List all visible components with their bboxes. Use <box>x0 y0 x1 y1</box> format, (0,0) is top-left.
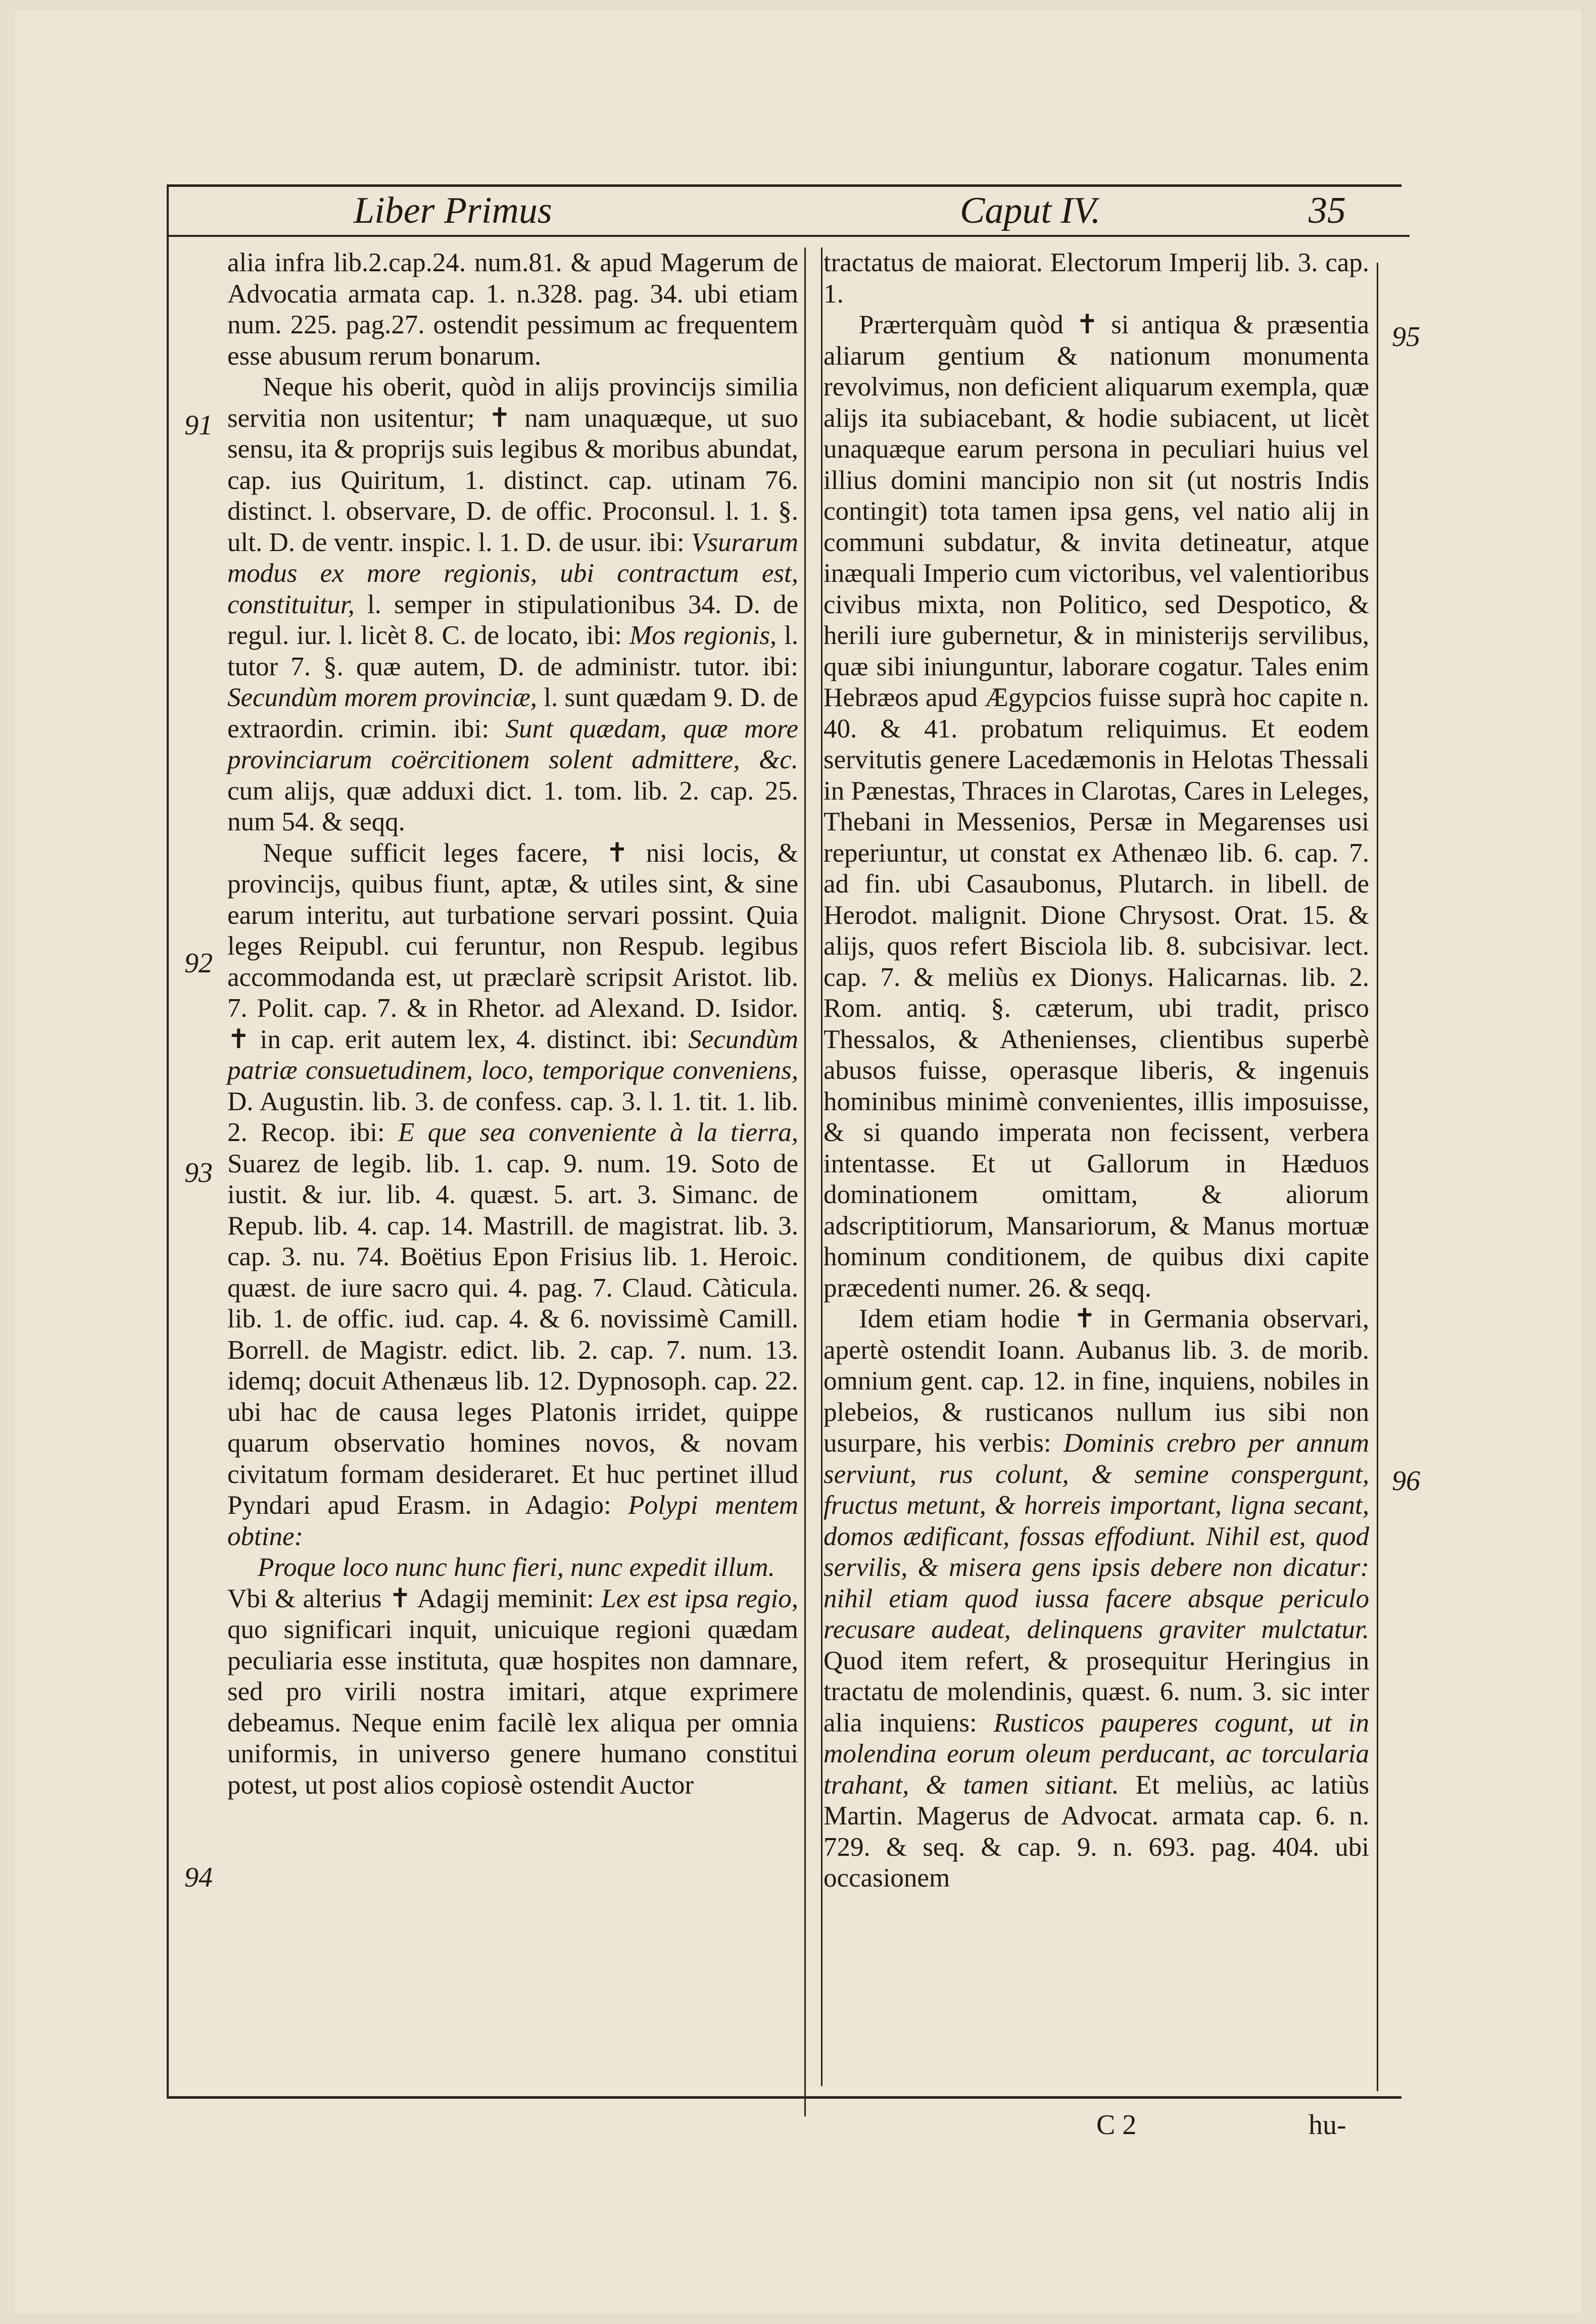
text-run: Neque sufficit leges facere, ✝ nisi locis, & provincijs, quibus fiunt, aptæ, & utiles sint, & sine earum interitu, aut turbatione servari possint. Quia leges Reipubl. cui feruntur, non Respub. legibus accommodanda est, ut præclarè scripsit Aristot. lib. 7. Polit. cap. 7. & in Rhetor. ad Alexand. D. Isidor. ✝ in cap. erit autem lex, 4. distinct. ibi: <box>227 838 798 1054</box>
text-run: Idem etiam hodie ✝ in Germania observari, apertè ostendit Ioann. Aubanus lib. 3. de morib. omnium gent. cap. 12. in fine, inquiens, nobiles in plebeios, & rusticanos nullum ius sibi non usurpare, his verbis: <box>824 1304 1369 1458</box>
page-number: 35 <box>1309 190 1346 231</box>
italic-citation: Secundùm morem provinciæ, <box>227 683 537 712</box>
margin-number-92: 92 <box>184 948 213 979</box>
text-run: Quod item refert, & prosequitur Heringius in tractatu de molendinis, quæst. 6. num. 3. sic inter alia inquiens: <box>824 1646 1369 1738</box>
italic-citation: Dominis crebro per annum serviunt, rus colunt, & semine conspergunt, fructus metunt, & horreis important, ligna secant, domos ædificant, fossas effodiunt. Nihil est, quod servilis, & misera gens ipsis debere non dicatur: nihil etiam quod iussa facere absque periculo recusare audeat, delinquens graviter mulctatur. <box>824 1428 1369 1644</box>
margin-number-96: 96 <box>1392 1465 1420 1497</box>
italic-citation: E que sea conveniente à la tierra, <box>398 1118 799 1147</box>
italic-citation: Lex est ipsa regio, <box>601 1584 798 1613</box>
running-header <box>167 189 1410 237</box>
italic-citation: Sunt quædam, quæ more provinciarum coërcitionem solent admittere, &c. <box>227 714 798 774</box>
left-paragraph-4 <box>227 1584 798 1801</box>
left-paragraph-1: alia infra lib.2.cap.24. num.81. & apud Magerum de Advocatia armata cap. 1. n.328. pag. 34. ubi etiam num. 225. pag.27. ostendit pessimum ac frequentem esse abusum rerum bonarum. <box>227 248 798 371</box>
text-run: Suarez de legib. lib. 1. cap. 9. num. 19. Soto de iustit. & iur. lib. 4. quæst. 5. art. 3. Simanc. de Repub. lib. 4. cap. 14. Mastrill. de magistrat. lib. 3. cap. 3. nu. 74. Boëtius Epon Frisius lib. 1. Heroic. quæst. de iure sacro qui. 4. pag. 7. Claud. Càticula. lib. 1. de offic. iud. cap. 4. & 6. novissimè Camill. Borrell. de Magistr. edict. lib. 2. cap. 7. num. 13. idemq; docuit Athenæus lib. 12. Dypnosoph. cap. 22. ubi hac de causa leges Platonis irridet, quippe quarum observatio homines novos, & novam civitatum formam desideraret. Et huc pertinet illud Pyndari apud Erasm. in Adagio: <box>227 1149 798 1520</box>
italic-citation: Rusticos pauperes cogunt, ut in molendina eorum oleum perducant, ac torcularia trahant, & tamen sitiant. <box>824 1708 1369 1800</box>
running-title-left: Liber Primus <box>354 190 552 231</box>
right-column <box>824 248 1369 2116</box>
left-paragraph-3 <box>227 838 798 1553</box>
right-paragraph-3 <box>824 1304 1369 1894</box>
text-run: Et meliùs, ac latiùs Martin. Magerus de Advocat. armata cap. 6. n. 729. & seq. & cap. 9. n. 693. pag. 404. ubi occasionem <box>824 1770 1370 1893</box>
margin-number-95: 95 <box>1392 321 1420 353</box>
running-title-chapter: Caput IV. <box>960 190 1101 231</box>
page <box>15 10 1581 2313</box>
left-paragraph-2 <box>227 372 798 838</box>
italic-citation: Polypi mentem obtine: <box>227 1491 799 1551</box>
margin-number-94: 94 <box>184 1862 213 1893</box>
margin-number-91: 91 <box>184 410 213 441</box>
right-paragraph-2: Prærterquàm quòd ✝ si antiqua & præsentia aliarum gentium & nationum monumenta revolvimus, non deficient aliquarum exempla, quæ alijs ita subiacebant, & hodie subiacent, ut licèt unaquæque earum persona in peculiari huius vel illius domini mancipio non sit (ut nostris Indis contingit) tota tamen ipsa gens, vel natio alij in communi subdatur, & invita detineatur, atque inæquali Imperio cum victoribus, vel valentioribus civibus mixta, non Politico, sed Despotico, & herili iure gubernetur, & in ministerijs servilibus, quæ sibi iniunguntur, laborare cogatur. Tales enim Hebræos apud Ægypcios fuisse suprà hoc capite n. 40. & 41. probatum reliquimus. Et eodem servitutis genere Lacedæmonis in Helotas Thessali in Pænestas, Thraces in Clarotas, Cares in Leleges, Thebani in Messenios, Persæ in Megarenses usi reperiuntur, ut constat ex Athenæo lib. 6. cap. 7. ad fin. ubi Casaubonus, Plutarch. in libell. de Herodot. malignit. Dione Chrysost. Orat. 15. & alijs, quos refert Bisciola lib. 8. subcisivar. lect. cap. 7. & meliùs ex Dionys. Halicarnas. lib. 2. Rom. antiq. §. cæterum, ubi tradit, prisco Thessalos, & Athenienses, clientibus superbè abusos fuisse, operasque liberis, & ingenuis hominibus minimè convenientes, illis imposuisse, & si quando imperata non fecissent, verbera intentasse. Et ut Gallorum in Hæduos dominationem omittam, & aliorum adscriptitiorum, Mansariorum, & Manus mortuæ hominum conditionem, de quibus dixi capite præcedenti numer. 26. & seqq. <box>824 310 1369 1303</box>
signature-mark: C 2 <box>1096 2109 1137 2141</box>
column-divider <box>821 248 823 2086</box>
italic-citation: Secundùm patriæ consuetudinem, loco, temporique conveniens, <box>227 1024 799 1085</box>
text-run: cum alijs, quæ adduxi dict. 1. tom. lib. 2. cap. 25. num 54. & seqq. <box>227 776 798 836</box>
right-column-rule <box>1377 263 1378 2091</box>
left-column <box>227 248 806 2116</box>
text-run: Neque his oberit, quòd in alijs provincijs similia servitia non usitentur; ✝ nam unaquæque, ut suo sensu, ita & proprijs suis legibus & moribus abundat, cap. ius Quiritum, 1. distinct. cap. utinam 76. distinct. l. observare, D. de offic. Proconsul. l. 1. §. ult. D. de ventr. inspic. l. 1. D. de usur. ibi: <box>227 372 798 557</box>
text-run: l. semper in stipulationibus 34. D. de regul. iur. l. licèt 8. C. de locato, ibi: <box>227 589 798 650</box>
text-run: D. Augustin. lib. 3. de confess. cap. 3. l. 1. tit. 1. lib. 2. Recop. ibi: <box>227 1086 798 1147</box>
italic-citation: Mos regionis, <box>630 621 777 650</box>
text-run: Vbi & alterius ✝ Adagij meminit: <box>227 1584 594 1613</box>
margin-number-93: 93 <box>184 1157 213 1189</box>
catchword: hu- <box>1309 2109 1346 2141</box>
text-run: quo significari inquit, unicuique regioni quædam peculiaria esse instituta, quæ hospites non damnare, sed pro virili nostra imitari, atque exprimere debeamus. Neque enim facilè lex aliqua per omnia uniformis, in universo genere humano constitui potest, ut post alios copiosè ostendit Auctor <box>227 1615 798 1800</box>
verse-quotation: Proque loco nunc hunc fieri, nunc expedit illum. <box>258 1553 775 1582</box>
text-run: l. tutor 7. §. quæ autem, D. de administr. tutor. ibi: <box>227 621 798 681</box>
text-run: l. sunt quædam 9. D. de extraordin. crimin. ibi: <box>227 683 799 744</box>
right-paragraph-1: tractatus de maiorat. Electorum Imperij lib. 3. cap. 1. <box>824 248 1369 309</box>
italic-citation: Vsurarum modus ex more regionis, ubi contractum est, constituitur, <box>227 527 798 619</box>
